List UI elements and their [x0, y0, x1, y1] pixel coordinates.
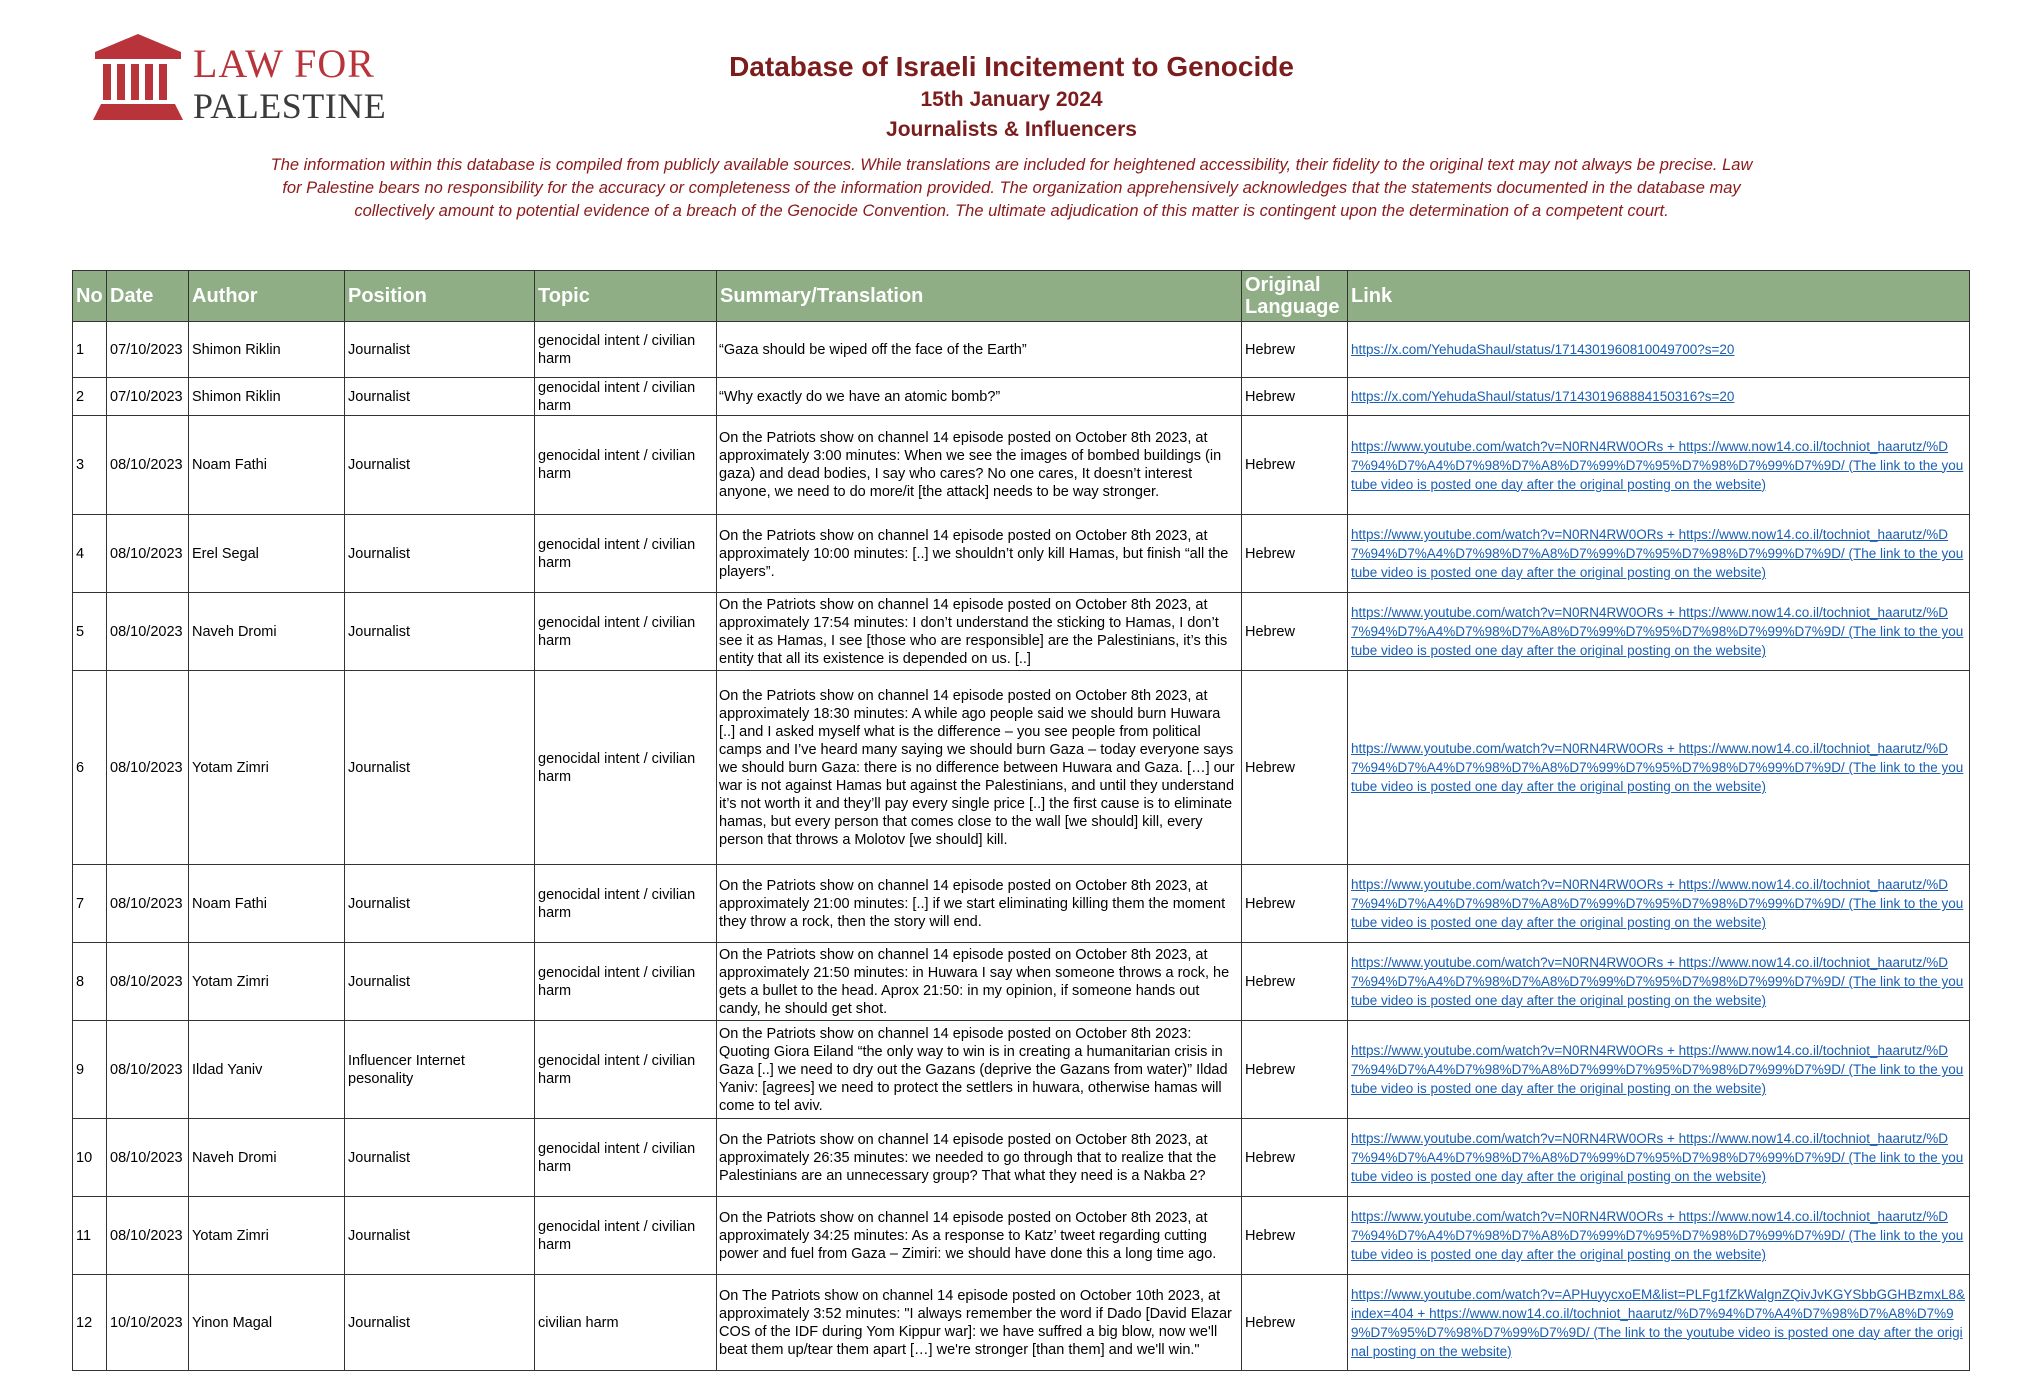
cell-author: Naveh Dromi — [189, 593, 345, 671]
cell-date: 08/10/2023 — [107, 1119, 189, 1197]
table-row — [73, 1119, 1970, 1197]
column-header-link: Link — [1348, 271, 1970, 322]
cell-position: Journalist — [345, 865, 535, 943]
cell-no: 10 — [73, 1119, 107, 1197]
source-link[interactable]: https://www.youtube.com/watch?v=N0RN4RW0ORs + https://www.now14.co.il/tochniot_haarutz/%D7%94%D7%A4%D7%98%D7%A8%D7%99%D7%95%D7%98%D7%99%D7%9D/ (The link to the youtube video is posted one day after the original posting on the website) — [1351, 1043, 1964, 1096]
cell-date: 08/10/2023 — [107, 1197, 189, 1275]
cell-topic: genocidal intent / civilian harm — [535, 671, 717, 865]
table-row — [73, 865, 1970, 943]
column-header-language: Original Language — [1242, 271, 1348, 322]
cell-summary: On The Patriots show on channel 14 episode posted on October 10th 2023, at approximately 3:52 minutes: "I always remember the word if Dado [David Elazar COS of the IDF during Yom Kippur war]: we have suffred a big blow, now we'll beat them up/tear them apart […] we're stronger [than them] and we'll win." — [717, 1275, 1242, 1371]
cell-link — [1348, 943, 1970, 1021]
cell-summary: On the Patriots show on channel 14 episode posted on October 8th 2023, at approximately 21:50 minutes: in Huwara I say when someone throws a rock, he gets a bullet to the head. Aprox 21:50: in my opinion, if someone hands out candy, he should get shot. — [717, 943, 1242, 1021]
cell-date: 08/10/2023 — [107, 671, 189, 865]
cell-summary: On the Patriots show on channel 14 episode posted on October 8th 2023, at approximately 26:35 minutes: we needed to go through that to realize that the Palestinians are an unnecessary group? That what they need is a Nakba 2? — [717, 1119, 1242, 1197]
cell-no: 3 — [73, 416, 107, 515]
cell-link — [1348, 515, 1970, 593]
document-date: 15th January 2024 — [920, 88, 1103, 111]
cell-no: 4 — [73, 515, 107, 593]
cell-link — [1348, 416, 1970, 515]
cell-author: Erel Segal — [189, 515, 345, 593]
cell-position: Journalist — [345, 1119, 535, 1197]
cell-language: Hebrew — [1242, 1119, 1348, 1197]
cell-position: Journalist — [345, 416, 535, 515]
cell-no: 9 — [73, 1021, 107, 1119]
cell-link — [1348, 865, 1970, 943]
cell-no: 12 — [73, 1275, 107, 1371]
cell-topic: genocidal intent / civilian harm — [535, 515, 717, 593]
incitement-table — [72, 270, 1970, 1371]
cell-date: 08/10/2023 — [107, 416, 189, 515]
column-header-summary: Summary/Translation — [717, 271, 1242, 322]
cell-position: Journalist — [345, 671, 535, 865]
cell-author: Noam Fathi — [189, 865, 345, 943]
cell-author: Shimon Riklin — [189, 378, 345, 416]
table-row — [73, 943, 1970, 1021]
cell-language: Hebrew — [1242, 1275, 1348, 1371]
cell-topic: genocidal intent / civilian harm — [535, 1197, 717, 1275]
document-header — [0, 50, 2023, 146]
cell-date: 08/10/2023 — [107, 593, 189, 671]
disclaimer: The information within this database is compiled from publicly available sources. While translations are included for heightened accessibility, their fidelity to the original text may not always be precise. Law for Palestine bears no responsibility for the accuracy or completeness of the information provided. The organization apprehensively acknowledges that the statements documented in the database may collectively amount to potential evidence of a breach of the Genocide Convention. The ultimate adjudication of this matter is contingent upon the determination of a competent court. — [270, 156, 1753, 220]
cell-date: 08/10/2023 — [107, 943, 189, 1021]
cell-author: Shimon Riklin — [189, 322, 345, 378]
source-link[interactable]: https://www.youtube.com/watch?v=N0RN4RW0ORs + https://www.now14.co.il/tochniot_haarutz/%D7%94%D7%A4%D7%98%D7%A8%D7%99%D7%95%D7%98%D7%99%D7%9D/ (The link to the youtube video is posted one day after the original posting on the website) — [1351, 1131, 1964, 1184]
cell-link — [1348, 1275, 1970, 1371]
column-header-no: No — [73, 271, 107, 322]
cell-author: Naveh Dromi — [189, 1119, 345, 1197]
cell-position: Influencer Internet pesonality — [345, 1021, 535, 1119]
source-link[interactable]: https://www.youtube.com/watch?v=N0RN4RW0ORs + https://www.now14.co.il/tochniot_haarutz/%D7%94%D7%A4%D7%98%D7%A8%D7%99%D7%95%D7%98%D7%99%D7%9D/ (The link to the youtube video is posted one day after the original posting on the website) — [1351, 527, 1964, 580]
cell-summary: On the Patriots show on channel 14 episode posted on October 8th 2023, at approximately 34:25 minutes: As a response to Katz’ tweet regarding cutting power and fuel from Gaza – Zimiri: we should have done this a long time ago. — [717, 1197, 1242, 1275]
cell-summary: “Gaza should be wiped off the face of the Earth” — [717, 322, 1242, 378]
cell-language: Hebrew — [1242, 322, 1348, 378]
cell-language: Hebrew — [1242, 1021, 1348, 1119]
source-link[interactable]: https://www.youtube.com/watch?v=APHuyycxoEM&list=PLFg1fZkWalgnZQivJvKGYSbbGGHBzmxL8&index=404 + https://www.now14.co.il/tochniot_haarutz/%D7%94%D7%A4%D7%98%D7%A8%D7%99%D7%95%D7%98%D7%99%D7%9D/ (The link to the youtube video is posted one day after the original posting on the website) — [1351, 1286, 1965, 1359]
column-header-date: Date — [107, 271, 189, 322]
cell-link — [1348, 671, 1970, 865]
table-row — [73, 671, 1970, 865]
cell-position: Journalist — [345, 1197, 535, 1275]
cell-no: 2 — [73, 378, 107, 416]
source-link[interactable]: https://www.youtube.com/watch?v=N0RN4RW0ORs + https://www.now14.co.il/tochniot_haarutz/%D7%94%D7%A4%D7%98%D7%A8%D7%99%D7%95%D7%98%D7%99%D7%9D/ (The link to the youtube video is posted one day after the original posting on the website) — [1351, 955, 1964, 1008]
cell-topic: genocidal intent / civilian harm — [535, 416, 717, 515]
cell-language: Hebrew — [1242, 1197, 1348, 1275]
logo-line-1: LAW FOR — [193, 41, 375, 86]
cell-position: Journalist — [345, 593, 535, 671]
source-link[interactable]: https://www.youtube.com/watch?v=N0RN4RW0ORs + https://www.now14.co.il/tochniot_haarutz/%D7%94%D7%A4%D7%98%D7%A8%D7%99%D7%95%D7%98%D7%99%D7%9D/ (The link to the youtube video is posted one day after the original posting on the website) — [1351, 741, 1964, 794]
table-row — [73, 1021, 1970, 1119]
source-link[interactable]: https://www.youtube.com/watch?v=N0RN4RW0ORs + https://www.now14.co.il/tochniot_haarutz/%D7%94%D7%A4%D7%98%D7%A8%D7%99%D7%95%D7%98%D7%99%D7%9D/ (The link to the youtube video is posted one day after the original posting on the website) — [1351, 1209, 1964, 1262]
source-link[interactable]: https://x.com/YehudaShaul/status/1714301968884150316?s=20 — [1351, 389, 1735, 404]
column-header-author: Author — [189, 271, 345, 322]
cell-language: Hebrew — [1242, 416, 1348, 515]
cell-link — [1348, 1197, 1970, 1275]
cell-summary: On the Patriots show on channel 14 episode posted on October 8th 2023, at approximately 3:00 minutes: When we see the images of bombed buildings (in gaza) and dead bodies, I say who cares? No one cares, It doesn’t interest anyone, we need to do more/it [the attack] needs to be way stronger. — [717, 416, 1242, 515]
cell-topic: genocidal intent / civilian harm — [535, 865, 717, 943]
cell-no: 6 — [73, 671, 107, 865]
column-header-position: Position — [345, 271, 535, 322]
table-row — [73, 1197, 1970, 1275]
cell-summary: On the Patriots show on channel 14 episode posted on October 8th 2023, at approximately 10:00 minutes: [..] we shouldn’t only kill Hamas, but finish “all the players”. — [717, 515, 1242, 593]
table-row — [73, 515, 1970, 593]
source-link[interactable]: https://www.youtube.com/watch?v=N0RN4RW0ORs + https://www.now14.co.il/tochniot_haarutz/%D7%94%D7%A4%D7%98%D7%A8%D7%99%D7%95%D7%98%D7%99%D7%9D/ (The link to the youtube video is posted one day after the original posting on the website) — [1351, 605, 1964, 658]
column-header-topic: Topic — [535, 271, 717, 322]
cell-position: Journalist — [345, 1275, 535, 1371]
source-link[interactable]: https://www.youtube.com/watch?v=N0RN4RW0ORs + https://www.now14.co.il/tochniot_haarutz/%D7%94%D7%A4%D7%98%D7%A8%D7%99%D7%95%D7%98%D7%99%D7%9D/ (The link to the youtube video is posted one day after the original posting on the website) — [1351, 877, 1964, 930]
table-row — [73, 593, 1970, 671]
cell-link — [1348, 378, 1970, 416]
cell-date: 08/10/2023 — [107, 865, 189, 943]
cell-language: Hebrew — [1242, 943, 1348, 1021]
cell-position: Journalist — [345, 943, 535, 1021]
cell-topic: genocidal intent / civilian harm — [535, 1119, 717, 1197]
cell-position: Journalist — [345, 322, 535, 378]
cell-summary: On the Patriots show on channel 14 episode posted on October 8th 2023, at approximately 17:54 minutes: I don’t understand the sticking to Hamas, I don’t see it as Hamas, I see [those who are responsible] are the Palestinians, it’s this entity that all its existence is depended on us. [..] — [717, 593, 1242, 671]
cell-language: Hebrew — [1242, 671, 1348, 865]
cell-link — [1348, 322, 1970, 378]
cell-language: Hebrew — [1242, 865, 1348, 943]
cell-summary: On the Patriots show on channel 14 episode posted on October 8th 2023, at approximately 18:30 minutes: A while ago people said we should burn Huwara [..] and I asked myself what is the difference – you see people from political camps and I’ve heard many saying we should burn Gaza – today everyone says we should burn Gaza: there is no difference between Huwara and Gaza. […] our war is not against Hamas but against the Palestinians, and until they understand it’s not worth it and they’ll pay every single price [..] the first cause is to eliminate hamas, but every person that comes close to the wall [we should] kill, every person that throws a Molotov [we should] kill. — [717, 671, 1242, 865]
cell-topic: genocidal intent / civilian harm — [535, 943, 717, 1021]
cell-no: 7 — [73, 865, 107, 943]
cell-link — [1348, 1021, 1970, 1119]
cell-no: 11 — [73, 1197, 107, 1275]
cell-link — [1348, 1119, 1970, 1197]
cell-language: Hebrew — [1242, 593, 1348, 671]
table-row — [73, 322, 1970, 378]
table-row — [73, 1275, 1970, 1371]
table-row — [73, 378, 1970, 416]
cell-position: Journalist — [345, 515, 535, 593]
cell-date: 08/10/2023 — [107, 1021, 189, 1119]
cell-topic: genocidal intent / civilian harm — [535, 593, 717, 671]
cell-topic: genocidal intent / civilian harm — [535, 322, 717, 378]
cell-no: 5 — [73, 593, 107, 671]
table-header-row — [73, 271, 1970, 322]
cell-summary: On the Patriots show on channel 14 episode posted on October 8th 2023: Quoting Giora Eiland “the only way to win is in creating a humanitarian crisis in Gaza [..] we need to dry out the Gazans (deprive the Gazans from water)” Ildad Yaniv: [agrees] we need to protect the settlers in huwara, otherwise hamas will come to tel aviv. — [717, 1021, 1242, 1119]
logo-line-2: PALESTINE — [193, 86, 387, 126]
cell-author: Noam Fathi — [189, 416, 345, 515]
cell-summary: On the Patriots show on channel 14 episode posted on October 8th 2023, at approximately 21:00 minutes: [..] if we start eliminating killing them the moment they throw a rock, then the story will end. — [717, 865, 1242, 943]
cell-language: Hebrew — [1242, 378, 1348, 416]
source-link[interactable]: https://www.youtube.com/watch?v=N0RN4RW0ORs + https://www.now14.co.il/tochniot_haarutz/%D7%94%D7%A4%D7%98%D7%A8%D7%99%D7%95%D7%98%D7%99%D7%9D/ (The link to the youtube video is posted one day after the original posting on the website) — [1351, 438, 1964, 492]
cell-topic: genocidal intent / civilian harm — [535, 1021, 717, 1119]
cell-date: 07/10/2023 — [107, 322, 189, 378]
cell-author: Yinon Magal — [189, 1275, 345, 1371]
cell-no: 8 — [73, 943, 107, 1021]
cell-author: Yotam Zimri — [189, 943, 345, 1021]
cell-position: Journalist — [345, 378, 535, 416]
cell-author: Yotam Zimri — [189, 671, 345, 865]
document-category: Journalists & Influencers — [886, 118, 1137, 141]
cell-summary: “Why exactly do we have an atomic bomb?” — [717, 378, 1242, 416]
cell-topic: genocidal intent / civilian harm — [535, 378, 717, 416]
cell-topic: civilian harm — [535, 1275, 717, 1371]
cell-language: Hebrew — [1242, 515, 1348, 593]
table-row — [73, 416, 1970, 515]
cell-author: Ildad Yaniv — [189, 1021, 345, 1119]
document-title: Database of Israeli Incitement to Genocide — [729, 51, 1294, 82]
cell-date: 07/10/2023 — [107, 378, 189, 416]
cell-link — [1348, 593, 1970, 671]
cell-no: 1 — [73, 322, 107, 378]
cell-date: 10/10/2023 — [107, 1275, 189, 1371]
cell-author: Yotam Zimri — [189, 1197, 345, 1275]
cell-date: 08/10/2023 — [107, 515, 189, 593]
source-link[interactable]: https://x.com/YehudaShaul/status/1714301960810049700?s=20 — [1351, 342, 1735, 357]
